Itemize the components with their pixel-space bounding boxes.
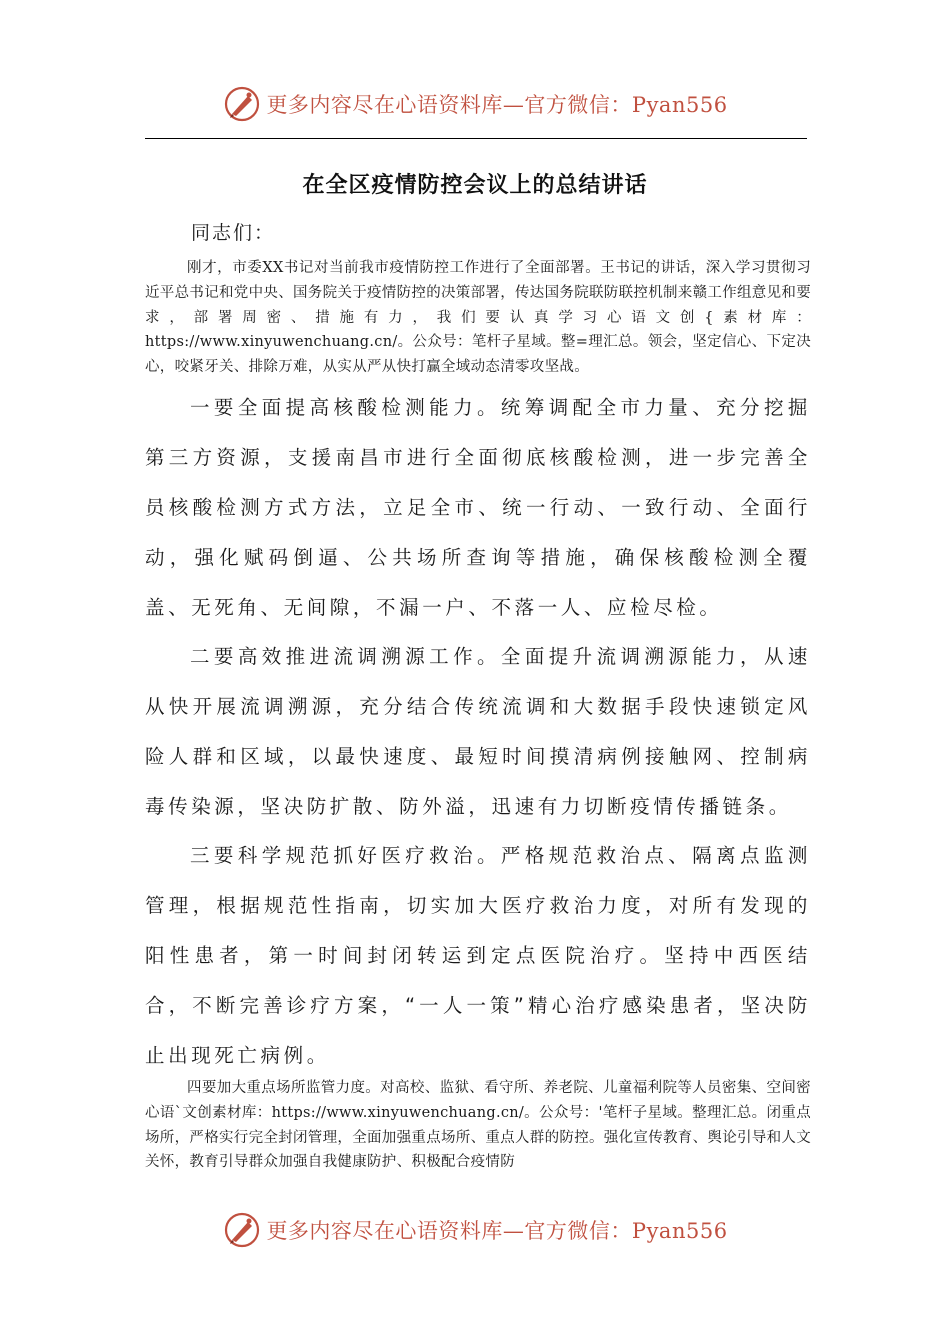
greeting: 同志们： xyxy=(191,222,276,244)
banner-text: 更多内容尽在心语资料库—官方微信：Pyan556 xyxy=(266,1219,728,1243)
banner-text: 更多内容尽在心语资料库—官方微信：Pyan556 xyxy=(266,93,728,117)
paragraph-nucleic-testing: 一要全面提高核酸检测能力。统筹调配全市力量、充分挖掘第三方资源，支援南昌市进行全面彻底核酸检测，进一步完善全员核酸检测方式方法，立足全市、统一行动、一致行动、全面行动，强化赋码倒逼、公共场所查询等措施，确保核酸检测全覆盖、无死角、无间隙，不漏一户、不落一人、应检尽检。 xyxy=(145,396,811,619)
document-title: 在全区疫情防控会议上的总结讲话 xyxy=(302,173,648,198)
header-divider xyxy=(145,138,807,139)
paragraph-medical-treatment: 三要科学规范抓好医疗救治。严格规范救治点、隔离点监测管理，根据规范性指南，切实加大医疗救治力度，对所有发现的阳性患者，第一时间封闭转运到定点医院治疗。坚持中西医结合，不断完善诊疗方案，“一人一策”精心治疗感染患者，坚决防止出现死亡病例。 xyxy=(145,844,811,1067)
header-banner xyxy=(0,84,950,124)
footer-banner xyxy=(0,1210,950,1250)
paragraph-key-venues: 四要加大重点场所监管力度。对高校、监狱、看守所、养老院、儿童福利院等人员密集、空间密心语`文创素材库：https://www.xinyuwenchuang.cn/。公众号：'笔杆子星域。整理汇总。闭重点场所，严格实行完全封闭管理，全面加强重点场所、重点人群的防控。强化宣传教育、舆论引导和人文关怀，教育引导群众加强自我健康防护、积极配合疫情防 xyxy=(145,1080,811,1171)
paragraph-tracing: 二要高效推进流调溯源工作。全面提升流调溯源能力，从速从快开展流调溯源，充分结合传统流调和大数据手段快速锁定风险人群和区域，以最快速度、最短时间摸清病例接触网、控制病毒传染源，坚决防扩散、防外溢，迅速有力切断疫情传播链条。 xyxy=(145,645,811,818)
pen-nib-logo-icon xyxy=(222,1210,262,1250)
pen-nib-logo-icon xyxy=(222,84,262,124)
paragraph-intro: 刚才，市委XX书记对当前我市疫情防控工作进行了全面部署。王书记的讲话，深入学习贯彻习近平总书记和党中央、国务院关于疫情防控的决策部署，传达国务院联防联控机制来赣工作组意见和要求，部署周密、措施有力，我们要认真学习心语文创{素材库：https://www.xinyuwenchuang.cn/。公众号：笔杆子星域。整=理汇总。领会，坚定信心、下定决心，咬紧牙关、排除万难，从实从严从快打赢全域动态清零攻坚战。 xyxy=(145,260,811,376)
